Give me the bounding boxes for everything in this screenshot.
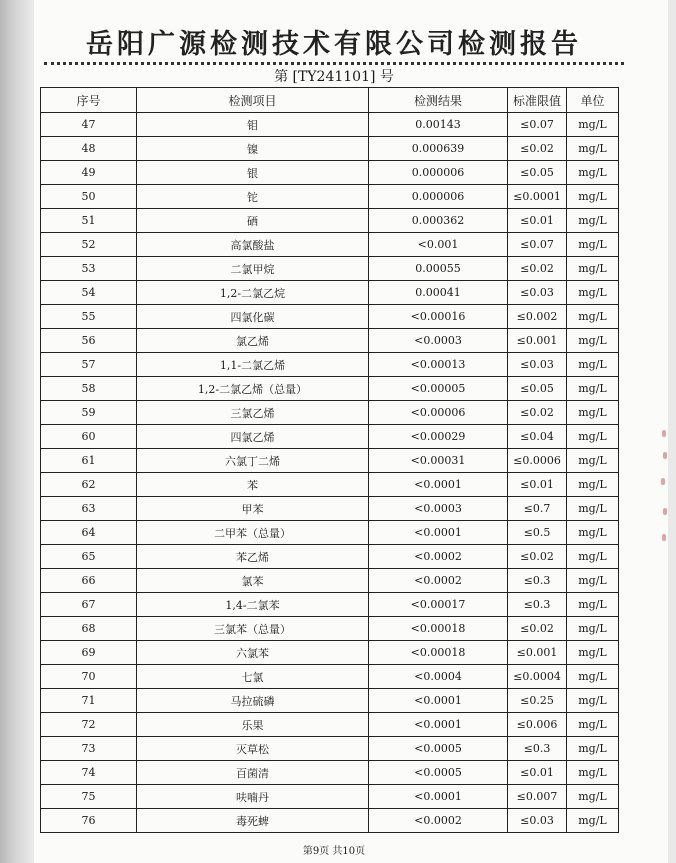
row-index: 76 xyxy=(41,809,137,833)
unit: mg/L xyxy=(567,329,619,353)
unit: mg/L xyxy=(567,521,619,545)
standard-limit: ≤0.007 xyxy=(508,785,567,809)
row-index: 59 xyxy=(41,401,137,425)
table-row xyxy=(41,545,619,569)
standard-limit: ≤0.002 xyxy=(508,305,567,329)
test-item: 四氯乙烯 xyxy=(137,425,369,449)
table-row xyxy=(41,137,619,161)
test-result: <0.0002 xyxy=(369,545,508,569)
row-index: 60 xyxy=(41,425,137,449)
test-result: 0.000362 xyxy=(369,209,508,233)
test-result: <0.00031 xyxy=(369,449,508,473)
standard-limit: ≤0.02 xyxy=(508,137,567,161)
test-result: <0.0001 xyxy=(369,473,508,497)
test-item: 苯 xyxy=(137,473,369,497)
table-row xyxy=(41,281,619,305)
standard-limit: ≤0.5 xyxy=(508,521,567,545)
unit: mg/L xyxy=(567,209,619,233)
table-row xyxy=(41,737,619,761)
row-index: 67 xyxy=(41,593,137,617)
test-result: 0.000639 xyxy=(369,137,508,161)
standard-limit: ≤0.03 xyxy=(508,353,567,377)
unit: mg/L xyxy=(567,113,619,137)
standard-limit: ≤0.001 xyxy=(508,329,567,353)
test-item: 1,1-二氯乙烯 xyxy=(137,353,369,377)
row-index: 69 xyxy=(41,641,137,665)
standard-limit: ≤0.7 xyxy=(508,497,567,521)
table-row xyxy=(41,233,619,257)
test-result: 0.00143 xyxy=(369,113,508,137)
test-result: <0.0001 xyxy=(369,521,508,545)
test-item: 百菌清 xyxy=(137,761,369,785)
test-result: <0.00013 xyxy=(369,353,508,377)
table-row xyxy=(41,329,619,353)
unit: mg/L xyxy=(567,377,619,401)
column-header: 标准限值 xyxy=(508,88,567,113)
unit: mg/L xyxy=(567,569,619,593)
unit: mg/L xyxy=(567,257,619,281)
test-result: <0.0001 xyxy=(369,785,508,809)
test-item: 苯乙烯 xyxy=(137,545,369,569)
row-index: 49 xyxy=(41,161,137,185)
unit: mg/L xyxy=(567,305,619,329)
report-title: 岳阳广源检测技术有限公司检测报告 xyxy=(86,29,582,60)
test-item: 镍 xyxy=(137,137,369,161)
table-row xyxy=(41,689,619,713)
row-index: 54 xyxy=(41,281,137,305)
test-result: 0.00055 xyxy=(369,257,508,281)
test-item: 三氯苯（总量） xyxy=(137,617,369,641)
test-item: 乐果 xyxy=(137,713,369,737)
unit: mg/L xyxy=(567,281,619,305)
standard-limit: ≤0.0006 xyxy=(508,449,567,473)
test-item: 呋喃丹 xyxy=(137,785,369,809)
page-footer: 第9页 共10页 xyxy=(302,846,366,857)
row-index: 48 xyxy=(41,137,137,161)
column-header: 单位 xyxy=(567,88,619,113)
unit: mg/L xyxy=(567,665,619,689)
unit: mg/L xyxy=(567,617,619,641)
test-result: <0.00005 xyxy=(369,377,508,401)
test-result: <0.001 xyxy=(369,233,508,257)
standard-limit: ≤0.02 xyxy=(508,545,567,569)
unit: mg/L xyxy=(567,233,619,257)
row-index: 55 xyxy=(41,305,137,329)
binding-shadow xyxy=(0,0,38,863)
test-item: 1,4-二氯苯 xyxy=(137,593,369,617)
unit: mg/L xyxy=(567,761,619,785)
row-index: 61 xyxy=(41,449,137,473)
column-header: 检测项目 xyxy=(137,88,369,113)
column-header: 序号 xyxy=(41,88,137,113)
red-stamp-marks xyxy=(660,430,670,560)
report-number: 第 [TY241101] 号 xyxy=(274,69,394,85)
test-item: 银 xyxy=(137,161,369,185)
unit: mg/L xyxy=(567,497,619,521)
row-index: 68 xyxy=(41,617,137,641)
test-result: 0.000006 xyxy=(369,161,508,185)
standard-limit: ≤0.01 xyxy=(508,473,567,497)
unit: mg/L xyxy=(567,545,619,569)
unit: mg/L xyxy=(567,473,619,497)
test-result: <0.0004 xyxy=(369,665,508,689)
test-item: 铊 xyxy=(137,185,369,209)
test-item: 钼 xyxy=(137,113,369,137)
row-index: 71 xyxy=(41,689,137,713)
test-item: 六氯苯 xyxy=(137,641,369,665)
test-result: <0.0005 xyxy=(369,737,508,761)
row-index: 53 xyxy=(41,257,137,281)
standard-limit: ≤0.03 xyxy=(508,281,567,305)
table-row xyxy=(41,113,619,137)
standard-limit: ≤0.07 xyxy=(508,233,567,257)
test-result: <0.00018 xyxy=(369,641,508,665)
row-index: 72 xyxy=(41,713,137,737)
row-index: 50 xyxy=(41,185,137,209)
unit: mg/L xyxy=(567,401,619,425)
test-result: <0.0002 xyxy=(369,809,508,833)
standard-limit: ≤0.0004 xyxy=(508,665,567,689)
unit: mg/L xyxy=(567,449,619,473)
table-row xyxy=(41,377,619,401)
standard-limit: ≤0.0001 xyxy=(508,185,567,209)
standard-limit: ≤0.006 xyxy=(508,713,567,737)
table-row xyxy=(41,785,619,809)
standard-limit: ≤0.04 xyxy=(508,425,567,449)
row-index: 73 xyxy=(41,737,137,761)
row-index: 63 xyxy=(41,497,137,521)
row-index: 57 xyxy=(41,353,137,377)
table-row xyxy=(41,305,619,329)
row-index: 47 xyxy=(41,113,137,137)
table-row xyxy=(41,809,619,833)
table-row xyxy=(41,617,619,641)
test-item: 七氯 xyxy=(137,665,369,689)
standard-limit: ≤0.3 xyxy=(508,737,567,761)
table-row xyxy=(41,209,619,233)
test-result: <0.0001 xyxy=(369,689,508,713)
row-index: 66 xyxy=(41,569,137,593)
table-row xyxy=(41,521,619,545)
test-result: 0.00041 xyxy=(369,281,508,305)
test-item: 1,2-二氯乙烯（总量） xyxy=(137,377,369,401)
row-index: 75 xyxy=(41,785,137,809)
table-row xyxy=(41,641,619,665)
test-item: 1,2-二氯乙烷 xyxy=(137,281,369,305)
test-item: 氯乙烯 xyxy=(137,329,369,353)
test-result: 0.000006 xyxy=(369,185,508,209)
table-row xyxy=(41,665,619,689)
standard-limit: ≤0.03 xyxy=(508,809,567,833)
table-row xyxy=(41,569,619,593)
title-divider xyxy=(44,62,624,65)
unit: mg/L xyxy=(567,713,619,737)
test-item: 马拉硫磷 xyxy=(137,689,369,713)
row-index: 65 xyxy=(41,545,137,569)
test-result: <0.0005 xyxy=(369,761,508,785)
unit: mg/L xyxy=(567,185,619,209)
table-row xyxy=(41,593,619,617)
column-header: 检测结果 xyxy=(369,88,508,113)
standard-limit: ≤0.01 xyxy=(508,209,567,233)
test-item: 三氯乙烯 xyxy=(137,401,369,425)
test-result: <0.00006 xyxy=(369,401,508,425)
unit: mg/L xyxy=(567,353,619,377)
row-index: 58 xyxy=(41,377,137,401)
table-row xyxy=(41,425,619,449)
row-index: 51 xyxy=(41,209,137,233)
row-index: 74 xyxy=(41,761,137,785)
test-result: <0.00018 xyxy=(369,617,508,641)
table-row xyxy=(41,497,619,521)
test-item: 二甲苯（总量） xyxy=(137,521,369,545)
test-item: 毒死蜱 xyxy=(137,809,369,833)
table-row xyxy=(41,449,619,473)
test-item: 六氯丁二烯 xyxy=(137,449,369,473)
standard-limit: ≤0.25 xyxy=(508,689,567,713)
test-result: <0.00016 xyxy=(369,305,508,329)
table-row xyxy=(41,185,619,209)
test-item: 氯苯 xyxy=(137,569,369,593)
unit: mg/L xyxy=(567,641,619,665)
standard-limit: ≤0.3 xyxy=(508,593,567,617)
table-header-row xyxy=(41,88,619,113)
test-result: <0.0003 xyxy=(369,329,508,353)
row-index: 62 xyxy=(41,473,137,497)
test-item: 四氯化碳 xyxy=(137,305,369,329)
table-row xyxy=(41,353,619,377)
test-result: <0.00017 xyxy=(369,593,508,617)
table-row xyxy=(41,713,619,737)
standard-limit: ≤0.05 xyxy=(508,377,567,401)
standard-limit: ≤0.02 xyxy=(508,401,567,425)
results-table xyxy=(40,87,619,833)
table-row xyxy=(41,161,619,185)
test-item: 甲苯 xyxy=(137,497,369,521)
table-row xyxy=(41,401,619,425)
unit: mg/L xyxy=(567,785,619,809)
unit: mg/L xyxy=(567,137,619,161)
test-item: 硒 xyxy=(137,209,369,233)
table-row xyxy=(41,257,619,281)
standard-limit: ≤0.02 xyxy=(508,257,567,281)
test-item: 高氯酸盐 xyxy=(137,233,369,257)
standard-limit: ≤0.3 xyxy=(508,569,567,593)
test-result: <0.00029 xyxy=(369,425,508,449)
unit: mg/L xyxy=(567,593,619,617)
test-item: 二氯甲烷 xyxy=(137,257,369,281)
standard-limit: ≤0.07 xyxy=(508,113,567,137)
test-result: <0.0003 xyxy=(369,497,508,521)
standard-limit: ≤0.05 xyxy=(508,161,567,185)
row-index: 64 xyxy=(41,521,137,545)
unit: mg/L xyxy=(567,737,619,761)
row-index: 52 xyxy=(41,233,137,257)
unit: mg/L xyxy=(567,689,619,713)
unit: mg/L xyxy=(567,809,619,833)
test-item: 灭草松 xyxy=(137,737,369,761)
standard-limit: ≤0.01 xyxy=(508,761,567,785)
standard-limit: ≤0.001 xyxy=(508,641,567,665)
standard-limit: ≤0.02 xyxy=(508,617,567,641)
test-result: <0.0001 xyxy=(369,713,508,737)
table-row xyxy=(41,761,619,785)
unit: mg/L xyxy=(567,425,619,449)
test-result: <0.0002 xyxy=(369,569,508,593)
row-index: 70 xyxy=(41,665,137,689)
row-index: 56 xyxy=(41,329,137,353)
table-row xyxy=(41,473,619,497)
unit: mg/L xyxy=(567,161,619,185)
